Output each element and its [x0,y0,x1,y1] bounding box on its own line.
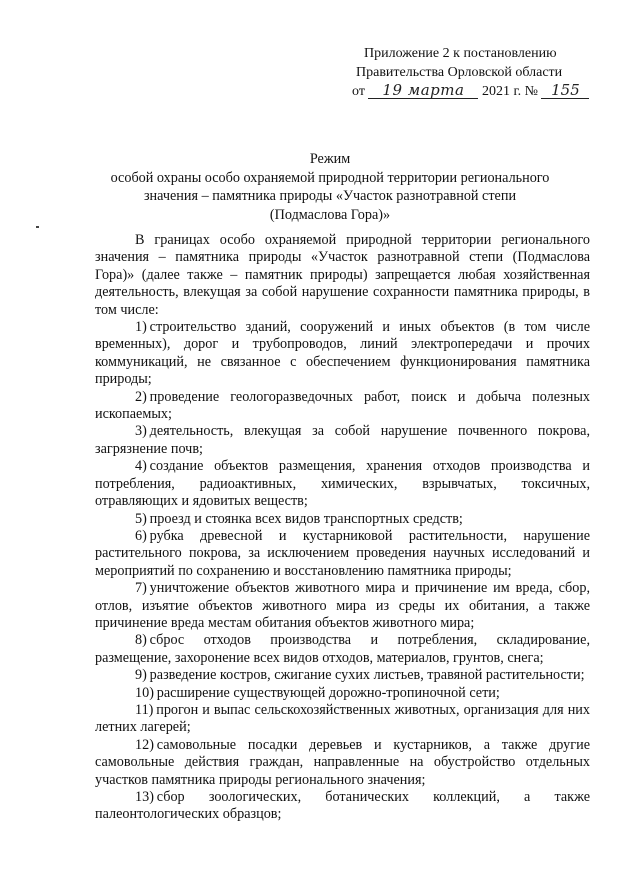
title-line-1: Режим [309,151,351,167]
list-item [95,423,590,458]
list-item [95,632,590,667]
list-item [95,789,590,824]
list-item-text: самовольные посадки деревьев и кустарников, а также другие самовольные действия граждан, направленные на обустройство отдельных участков памятника природы регионального значения; [95,736,590,788]
list-item [95,702,590,737]
list-item [95,319,590,389]
list-item-number: 10) [135,684,154,701]
appendix-header [350,44,590,101]
list-item-number: 13) [135,789,154,805]
list-item-text: строительство зданий, сооружений и иных объектов (в том числе временных), дорог и трубопроводов, линий электропередачи и прочих коммуникаций, не связанное с обеспечением функционирования памятника природы; [95,319,590,388]
list-item-text: деятельность, влекущая за собой нарушение почвенного покрова, загрязнение почв; [95,423,590,457]
list-item [95,580,590,632]
list-item-number: 3) [135,423,147,440]
handwritten-date: 19 марта [368,83,478,99]
document-title [110,150,550,224]
list-item-text: рубка древесной и кустарниковой растительности, нарушение растительного покрова, за исключением проведения научных исследований и мероприятий по сохранению и восстановлению памятника природы; [95,527,590,579]
list-item-number: 7) [135,580,147,597]
appendix-date-line [350,82,590,101]
list-item-number: 4) [135,458,147,475]
intro-paragraph: В границах особо охраняемой природной территории регионального значения – памятника природы «Участок разнотравной степи (Подмаслова Гора)» (далее также – памятник природы) запрещается любая хозяйственная деятельность, влекущая за собой нарушение сохранности памятника природы, в том числе: [95,232,590,318]
list-item-text: проведение геологоразведочных работ, поиск и добыча полезных ископаемых; [95,388,590,423]
appendix-line-1: Приложение 2 к постановлению [364,46,557,61]
year-text: 2021 г. № [481,84,538,99]
list-item-number: 2) [135,388,147,405]
list-item [95,685,590,702]
appendix-line-2: Правительства Орловской области [356,65,563,80]
list-item-text: уничтожение объектов животного мира и причинение им вреда, сбор, отлов, изъятие объектов животного мира из среды их обитания, а также причинение вреда местам обитания объектов животного мира; [95,580,590,631]
list-item-text: разведение костров, сжигание сухих листьев, травяной растительности; [149,667,585,684]
from-label: от [352,84,365,99]
list-item-number: 6) [135,527,147,544]
list-item-text: сброс отходов производства и потребления, складирование, размещение, захоронение всех видов отходов, материалов, грунтов, снега; [95,632,590,666]
list-item [95,737,590,789]
document-body [95,232,590,824]
list-item-text: расширение существующей дорожно-тропиночной сети; [156,684,500,701]
list-item [95,458,590,510]
title-line-4: (Подмаслова Гора)» [269,206,391,223]
list-item-text: создание объектов размещения, хранения отходов производства и потребления, радиоактивных, химических, взрывчатых, токсичных, отравляющих и ядовитых веществ; [95,458,590,510]
list-item-number: 12) [135,736,154,753]
list-item [95,511,590,528]
list-item [95,389,590,424]
list-item-number: 1) [135,319,147,336]
list-item-text: сбор зоологических, ботанических коллекций, а также палеонтологических образцов; [95,789,590,823]
list-item-text: проезд и стоянка всех видов транспортных средств; [149,510,463,527]
list-item-text: прогон и выпас сельскохозяйственных животных, организация для них летних лагерей; [95,701,590,736]
handwritten-number: 155 [541,83,589,99]
list-item-number: 8) [135,632,147,649]
list-item [95,667,590,684]
title-line-3: значения – памятника природы «Участок разнотравной степи [143,188,517,204]
list-item [95,528,590,580]
scan-speck [36,226,39,228]
list-item-number: 5) [135,510,147,527]
title-line-2: особой охраны особо охраняемой природной территории регионального [110,169,550,186]
list-item-number: 11) [135,701,154,718]
list-item-number: 9) [135,667,147,684]
prohibitions-list [95,319,590,824]
